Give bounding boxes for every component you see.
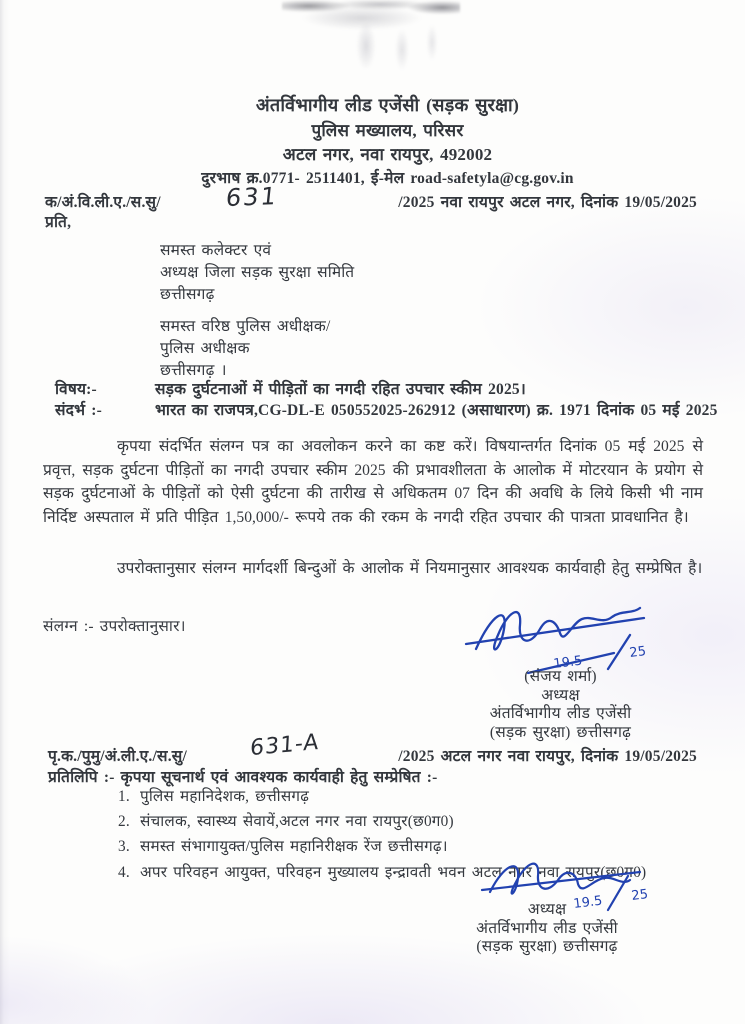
addressee-line: अध्यक्ष जिला सड़क सुरक्षा समिति [160, 264, 355, 281]
scan-smudge-tail-artifact [330, 18, 450, 88]
signatory-org-line1: अंतर्विभागीय लीड एजेंसी [489, 705, 632, 723]
signatory-title: अध्यक्ष [541, 686, 580, 704]
signatory-org-line2: (सड़क सुरक्षा) छत्तीसगढ़ [476, 938, 618, 956]
letterhead [40, 92, 735, 190]
signature-date-year-2: 25 [630, 887, 649, 904]
endorsement-number-row [48, 744, 697, 766]
item-number: 1. [118, 788, 130, 805]
endorsement-place-date: /2025 अटल नगर नवा रायपुर, दिनांक 19/05/2025 [398, 748, 697, 765]
signatory-org-line2: (सड़क सुरक्षा) छत्तीसगढ़ [489, 723, 632, 741]
addressee-block-collectors [160, 240, 354, 306]
office-address: अटल नगर, नवा रायपुर, 492002 [282, 145, 493, 164]
agency-name: अंतर्विभागीय लीड एजेंसी (सड़क सुरक्षा) [255, 95, 520, 115]
subject-text: सड़क दुर्घटनाओं में पीड़ितों का नगदी रहित उपचार स्कीम 2025। [155, 381, 526, 398]
item-text: पुलिस महानिदेशक, छत्तीसगढ़ [140, 788, 310, 805]
item-text: संचालक, स्वास्थ्य सेवायें,अटल नगर नवा रायपुर(छ0ग0) [140, 813, 454, 831]
gazette-reference-text: भारत का राजपत्र,CG-DL-E 050552025-262912 (असाधारण) क्र. 1971 दिनांक 05 मई 2025 [155, 402, 718, 419]
gazette-reference-row [55, 398, 718, 420]
signature-ink-1 [462, 595, 667, 677]
gazette-reference-label: संदर्भ :- [55, 402, 103, 419]
addressee-line: समस्त कलेक्टर एवं [160, 242, 272, 259]
copy-forwarding-line: प्रतिलिपि :- कृपया सूचनार्थ एवं आवश्यक कार्यवाही हेतु सम्प्रेषित :- [48, 769, 438, 786]
item-number: 3. [118, 838, 130, 856]
addressee-block-police [160, 316, 330, 382]
subject-label: विषय:- [55, 381, 97, 398]
item-number: 2. [118, 813, 130, 831]
item-text: समस्त संभागायुक्त/पुलिस महानिरीक्षक रेंज छत्तीसगढ़। [140, 838, 448, 856]
reference-place-date: /2025 नवा रायपुर अटल नगर, दिनांक 19/05/2025 [398, 194, 697, 211]
signatory-title: अध्यक्ष [527, 901, 567, 918]
subject-row [55, 377, 526, 399]
handwritten-endorsement-number: 631-A [249, 729, 321, 762]
item-number: 4. [118, 863, 130, 881]
signature-date-day-1: 19.5 [552, 653, 584, 672]
addressee-line: पुलिस अधीक्षक [160, 340, 250, 357]
signatory-org-line1: अंतर्विभागीय लीड एजेंसी [476, 919, 618, 937]
handwritten-dispatch-number: 631 [224, 182, 280, 212]
copy-recipient-item [118, 784, 646, 809]
addressee-line: छत्तीसगढ़ [160, 286, 215, 303]
salutation: प्रति, [45, 214, 72, 231]
signatory-block-1 [468, 668, 653, 742]
addressee-line: छत्तीसगढ़ । [160, 362, 227, 379]
enclosure-line: संलग्न :- उपरोक्तानुसार। [43, 618, 186, 635]
signature-date-year-1: 25 [628, 644, 647, 661]
contact-line: दुरभाष क्र.0771- 2511401, ई-मेल road-safetyla@cg.gov.in [201, 170, 574, 187]
copy-recipient-item [118, 809, 646, 834]
signatory-name: (संजय शर्मा) [524, 668, 597, 685]
office-name: पुलिस मख्यालय, परिसर [311, 121, 464, 140]
body-paragraph-2: उपरोक्तानुसार संलग्न मार्गदर्शी बिन्दुओं के आलोक में नियमानुसार आवश्यक कार्यवाही हेतु सम्प्रेषित है। [117, 560, 703, 577]
signature-date-day-2: 19.5 [572, 893, 604, 912]
body-paragraph-1: कृपया संदर्भित संलग्न पत्र का अवलोकन करने का कष्ट करें। विषयान्तर्गत दिनांक 05 मई 2025 से प्रवृत्त, सड़क दुर्घटना पीड़ितों का नगदी उपचार स्कीम 2025 की प्रभावशीलता के आलोक में मोटरयान के प्रयोग से सड़क दुर्घटनाओं के पीड़ितों को ऐसी दुर्घटना की तारीख से अधिकतम 07 दिन की अवधि के लिये किसी भी नाम निर्दिष्ट अस्पताल में प्रति पीड़ित 1,50,000/- रूपये तक की रकम के नगदी रहित उपचार की पात्रता प्रावधानित है। [43, 438, 703, 526]
endorsement-number-prefix: पृ.क./पुमु/अं.ली.ए./स.सु/ [48, 748, 187, 765]
addressee-line: समस्त वरिष्ठ पुलिस अधीक्षक/ [160, 318, 331, 335]
signatory-block-2 [452, 901, 642, 957]
reference-number-prefix: क/अं.वि.ली.ए./स.सु/ [45, 194, 161, 211]
item-text: अपर परिवहन आयुक्त, परिवहन मुख्यालय इन्द्रावती भवन अटल नगर नवा रायपुर(छ0ग0) [140, 863, 647, 881]
reference-number-row [45, 190, 697, 212]
